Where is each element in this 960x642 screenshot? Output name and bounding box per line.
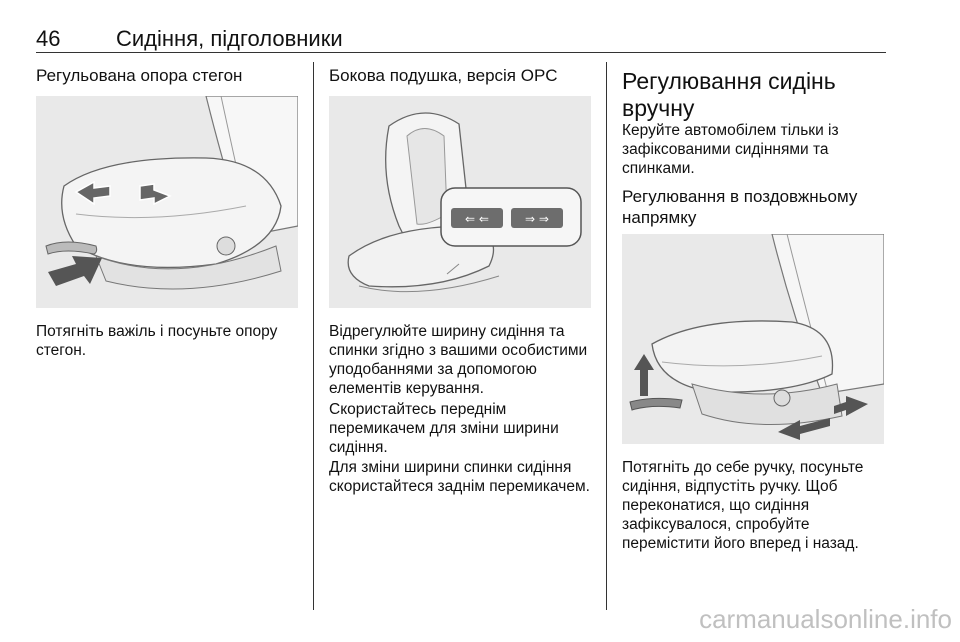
side-bolster-figure <box>329 96 591 308</box>
thigh-support-figure <box>36 96 298 308</box>
column-divider-2 <box>606 62 607 610</box>
side-bolster-para-2: Скористайтесь переднім перемикачем для зміни ширини сидіння. <box>329 401 559 456</box>
svg-text:⇒ ⇒: ⇒ ⇒ <box>525 212 549 226</box>
side-bolster-para-1: Відрегулюйте ширину сидіння та спинки згідно з вашими особистими уподобаннями за допомогою елементів керування. <box>329 323 588 397</box>
header-rule <box>36 52 886 53</box>
page-header <box>36 26 886 50</box>
column-divider-1 <box>313 62 314 610</box>
side-bolster-heading: Бокова подушка, версія OPC <box>329 66 558 85</box>
page-number: 46 <box>36 26 61 51</box>
longitudinal-adjust-instruction: Потягніть до себе ручку, посуньте сидіння, відпустіть ручку. Щоб переконатися, що сидіння зафіксувалося, спробуйте перемістити його вперед і назад. <box>622 459 864 552</box>
running-title: Сидіння, підголовники <box>116 26 343 51</box>
side-bolster-para-3: Для зміни ширини спинки сидіння скористайтеся заднім перемикачем. <box>329 459 590 495</box>
manual-adjust-heading: Регулювання сидінь вручну <box>622 68 836 121</box>
manual-adjust-intro: Керуйте автомобілем тільки із зафіксованими сидіннями та спинками. <box>622 122 839 177</box>
longitudinal-adjust-figure <box>622 234 884 444</box>
longitudinal-adjust-heading: Регулювання в поздовжньому напрямку <box>622 187 858 227</box>
thigh-support-heading: Регульована опора стегон <box>36 66 243 85</box>
watermark: carmanualsonline.info <box>699 604 952 634</box>
thigh-support-instruction: Потягніть важіль і посуньте опору стегон. <box>36 323 278 359</box>
svg-text:⇐ ⇐: ⇐ ⇐ <box>465 212 489 226</box>
